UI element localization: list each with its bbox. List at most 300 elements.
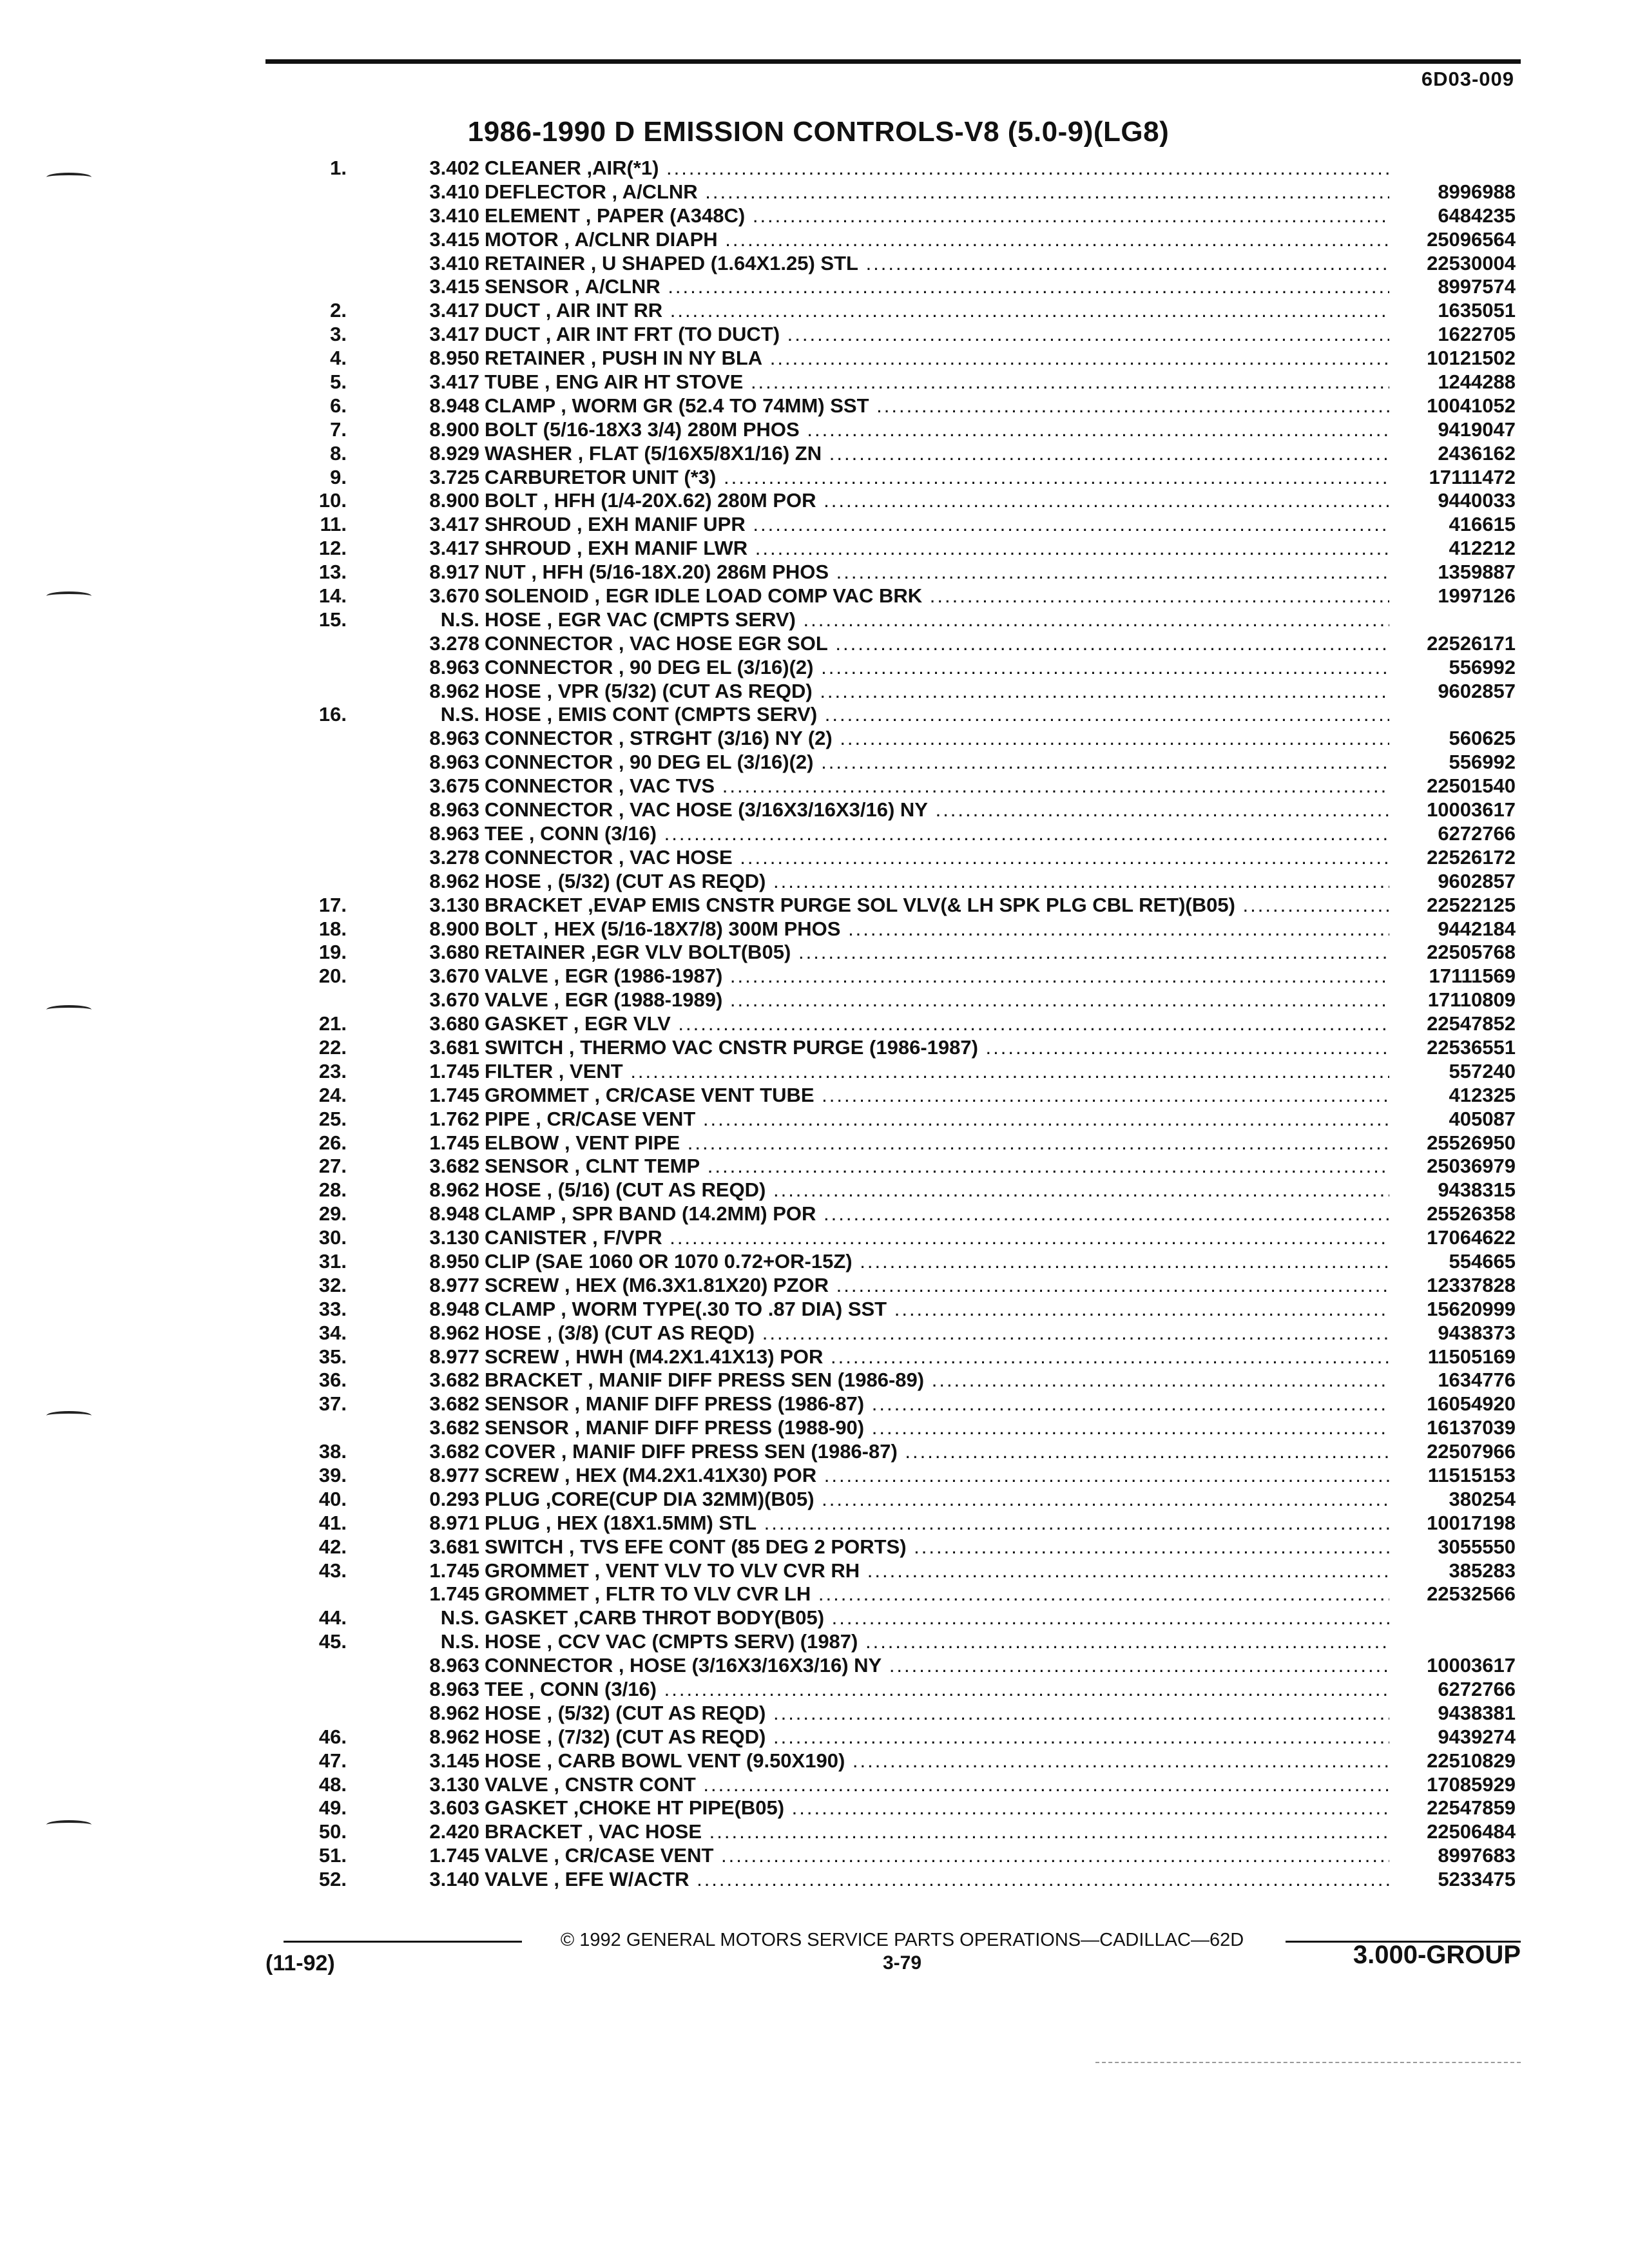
part-description: SWITCH , TVS EFE CONT (85 DEG 2 PORTS) .....: [485, 1535, 1389, 1559]
item-number: 45.: [318, 1630, 347, 1653]
group-number: N.S.: [440, 608, 479, 631]
part-number: 385283: [1449, 1559, 1516, 1582]
part-row: [0, 822, 1629, 846]
part-description: SENSOR , A/CLNR .....: [485, 275, 1389, 299]
part-number: 25526358: [1427, 1202, 1516, 1225]
item-number: 17.: [318, 893, 347, 916]
part-number: 9440033: [1438, 489, 1516, 512]
part-row: [0, 1796, 1629, 1820]
part-row: [0, 1178, 1629, 1202]
part-description: VALVE , CR/CASE VENT .....: [485, 1844, 1389, 1868]
group-number: 8.950: [429, 347, 479, 370]
part-row: [0, 751, 1629, 774]
part-number: 17111569: [1429, 965, 1516, 988]
part-row: [0, 1036, 1629, 1060]
part-row: [0, 1108, 1629, 1131]
item-number: 27.: [318, 1155, 347, 1178]
group-number: N.S.: [440, 1630, 479, 1653]
part-row: [0, 1298, 1629, 1321]
part-number: 11505169: [1427, 1345, 1516, 1368]
part-row: [0, 1559, 1629, 1583]
part-number: 17110809: [1427, 988, 1516, 1012]
part-number: 22522125: [1427, 893, 1516, 916]
part-number: 22526172: [1427, 845, 1516, 869]
part-number: 8997574: [1438, 275, 1516, 298]
part-description: TEE , CONN (3/16) .....: [485, 1678, 1389, 1702]
part-description: TUBE , ENG AIR HT STOVE .....: [485, 370, 1389, 394]
part-description: HOSE , CARB BOWL VENT (9.50X190) .....: [485, 1749, 1389, 1773]
group-number: 3.140: [429, 1868, 479, 1891]
part-number: 412325: [1449, 1083, 1516, 1106]
part-row: [0, 1535, 1629, 1559]
part-number: 22507966: [1427, 1440, 1516, 1463]
item-number: 36.: [318, 1369, 347, 1392]
group-number: 3.417: [429, 299, 479, 322]
item-number: 25.: [318, 1107, 347, 1130]
part-row: [0, 1345, 1629, 1369]
part-row: [0, 1678, 1629, 1702]
part-row: [0, 1512, 1629, 1535]
part-description: HOSE , (5/32) (CUT AS REQD) .....: [485, 1702, 1389, 1725]
part-description: ELEMENT , PAPER (A348C) .....: [485, 204, 1389, 228]
part-number: 380254: [1449, 1487, 1516, 1510]
part-description: CONNECTOR , 90 DEG EL (3/16)(2) .....: [485, 751, 1389, 774]
part-row: [0, 727, 1629, 751]
part-row: [0, 1488, 1629, 1512]
part-description: SCREW , HEX (M4.2X1.41X30) POR .....: [485, 1464, 1389, 1488]
group-number: 8.963: [429, 798, 479, 822]
part-row: [0, 1226, 1629, 1250]
group-number: 3.410: [429, 251, 479, 274]
item-number: 23.: [318, 1059, 347, 1082]
group-number: 3.415: [429, 275, 479, 298]
part-number: 1244288: [1438, 370, 1516, 394]
part-description: HOSE , VPR (5/32) (CUT AS REQD) .....: [485, 680, 1389, 704]
part-description: SOLENOID , EGR IDLE LOAD COMP VAC BRK .....: [485, 584, 1389, 608]
group-number: 8.963: [429, 655, 479, 678]
item-number: 22.: [318, 1035, 347, 1059]
group-number: 3.145: [429, 1749, 479, 1772]
part-number: 3055550: [1438, 1535, 1516, 1558]
part-number: 557240: [1449, 1059, 1516, 1082]
part-number: 6272766: [1438, 1678, 1516, 1700]
part-description: SENSOR , CLNT TEMP .....: [485, 1155, 1389, 1178]
item-number: 40.: [318, 1487, 347, 1510]
item-number: 41.: [318, 1511, 347, 1534]
part-description: HOSE , EMIS CONT (CMPTS SERV) .....: [485, 703, 1389, 727]
part-description: RETAINER , U SHAPED (1.64X1.25) STL .....: [485, 252, 1389, 276]
group-number: 1.745: [429, 1131, 479, 1154]
part-description: BOLT , HEX (5/16-18X7/8) 300M PHOS .....: [485, 918, 1389, 941]
part-row: [0, 275, 1629, 299]
item-number: 48.: [318, 1773, 347, 1796]
item-number: 42.: [318, 1535, 347, 1558]
item-number: 12.: [318, 537, 347, 560]
part-number: 9438373: [1438, 1321, 1516, 1344]
part-description: BOLT , HFH (1/4-20X.62) 280M POR .....: [485, 489, 1389, 513]
part-description: HOSE , EGR VAC (CMPTS SERV) .....: [485, 608, 1389, 632]
group-number: 1.745: [429, 1083, 479, 1106]
item-number: 15.: [318, 608, 347, 631]
item-number: 11.: [320, 513, 347, 536]
group-number: 3.417: [429, 323, 479, 346]
part-row: [0, 774, 1629, 798]
group-number: 8.948: [429, 394, 479, 417]
revision-date: (11-92): [265, 1951, 335, 1975]
group-number: N.S.: [440, 1606, 479, 1629]
part-row: [0, 870, 1629, 894]
group-number: 3.417: [429, 370, 479, 394]
group-number: 3.680: [429, 941, 479, 964]
part-description: VALVE , EGR (1988-1989) .....: [485, 988, 1389, 1012]
part-number: 405087: [1449, 1107, 1516, 1130]
part-number: 1997126: [1438, 584, 1516, 608]
part-row: [0, 965, 1629, 988]
part-number: 2436162: [1438, 441, 1516, 465]
part-number: 22547859: [1427, 1796, 1516, 1820]
item-number: 46.: [318, 1725, 347, 1748]
item-number: 21.: [318, 1012, 347, 1035]
item-number: 3.: [330, 323, 347, 346]
part-description: CLAMP , WORM TYPE(.30 TO .87 DIA) SST .....: [485, 1298, 1389, 1321]
part-number: 9602857: [1438, 679, 1516, 702]
group-number: 3.410: [429, 180, 479, 203]
part-number: 25096564: [1427, 227, 1516, 251]
part-row: [0, 1464, 1629, 1488]
item-number: 33.: [318, 1297, 347, 1320]
group-number: 3.682: [429, 1369, 479, 1392]
part-row: [0, 489, 1629, 513]
part-description: PIPE , CR/CASE VENT .....: [485, 1108, 1389, 1131]
part-number: 22506484: [1427, 1820, 1516, 1843]
part-description: GROMMET , FLTR TO VLV CVR LH .....: [485, 1582, 1389, 1606]
part-row: [0, 299, 1629, 323]
item-number: 44.: [318, 1606, 347, 1629]
item-number: 2.: [330, 299, 347, 322]
part-row: [0, 394, 1629, 418]
part-description: SHROUD , EXH MANIF UPR .....: [485, 513, 1389, 537]
part-description: HOSE , (3/8) (CUT AS REQD) .....: [485, 1321, 1389, 1345]
part-description: HOSE , (7/32) (CUT AS REQD) .....: [485, 1725, 1389, 1749]
item-number: 19.: [318, 941, 347, 964]
group-number: 3.130: [429, 1226, 479, 1249]
group-number: 8.900: [429, 489, 479, 512]
part-description: DEFLECTOR , A/CLNR .....: [485, 180, 1389, 204]
part-number: 8997683: [1438, 1844, 1516, 1867]
part-description: SWITCH , THERMO VAC CNSTR PURGE (1986-1987) .....: [485, 1036, 1389, 1060]
group-number: 3.278: [429, 845, 479, 869]
item-number: 35.: [318, 1345, 347, 1368]
part-row: [0, 608, 1629, 632]
group-number: 8.900: [429, 917, 479, 940]
group-number: 0.293: [429, 1487, 479, 1510]
group-number: 3.670: [429, 965, 479, 988]
group-number: 8.963: [429, 822, 479, 845]
part-description: COVER , MANIF DIFF PRESS SEN (1986-87) .....: [485, 1440, 1389, 1464]
part-row: [0, 1725, 1629, 1749]
group-number: 8.963: [429, 751, 479, 774]
parts-list: [0, 157, 1629, 1892]
page-title: 1986-1990 D EMISSION CONTROLS-V8 (5.0-9)(LG8): [467, 116, 1170, 148]
item-number: 4.: [330, 347, 347, 370]
part-row: [0, 1416, 1629, 1440]
part-row: [0, 894, 1629, 918]
part-number: 22536551: [1427, 1035, 1516, 1059]
group-number: 8.948: [429, 1297, 479, 1320]
part-number: 15620999: [1427, 1297, 1516, 1320]
part-row: [0, 323, 1629, 347]
group-number: 8.950: [429, 1249, 479, 1273]
group-number: 3.278: [429, 631, 479, 655]
group-number: 3.415: [429, 227, 479, 251]
part-description: GASKET , EGR VLV .....: [485, 1012, 1389, 1036]
item-number: 38.: [318, 1440, 347, 1463]
group-number: 8.962: [429, 1725, 479, 1748]
part-description: BRACKET , VAC HOSE .....: [485, 1820, 1389, 1844]
part-description: CARBURETOR UNIT (*3) .....: [485, 466, 1389, 490]
part-row: [0, 180, 1629, 204]
group-number: 8.963: [429, 727, 479, 750]
part-description: HOSE , CCV VAC (CMPTS SERV) (1987) .....: [485, 1630, 1389, 1654]
item-number: 39.: [318, 1463, 347, 1486]
group-number: 3.417: [429, 537, 479, 560]
part-row: [0, 228, 1629, 252]
part-description: CLAMP , WORM GR (52.4 TO 74MM) SST .....: [485, 394, 1389, 418]
part-number: 17111472: [1429, 465, 1516, 488]
part-row: [0, 1820, 1629, 1844]
part-row: [0, 798, 1629, 822]
part-description: GROMMET , CR/CASE VENT TUBE .....: [485, 1084, 1389, 1108]
group-number: 1.745: [429, 1059, 479, 1082]
group-number: 8.962: [429, 1178, 479, 1202]
part-number: 10003617: [1427, 798, 1516, 822]
part-number: 1635051: [1438, 299, 1516, 322]
item-number: 49.: [318, 1796, 347, 1820]
group-number: 1.745: [429, 1582, 479, 1606]
group-number: 3.681: [429, 1535, 479, 1558]
group-number: 3.670: [429, 584, 479, 608]
part-row: [0, 1773, 1629, 1797]
group-number: 8.971: [429, 1511, 479, 1534]
part-description: CANISTER , F/VPR .....: [485, 1226, 1389, 1250]
part-number: 556992: [1449, 751, 1516, 774]
part-description: ELBOW , VENT PIPE .....: [485, 1131, 1389, 1155]
part-row: [0, 204, 1629, 228]
group-number: N.S.: [440, 703, 479, 726]
part-row: [0, 703, 1629, 727]
part-number: 22510829: [1427, 1749, 1516, 1772]
part-row: [0, 1084, 1629, 1108]
part-number: 1622705: [1438, 323, 1516, 346]
top-rule: [265, 59, 1521, 64]
part-number: 16054920: [1427, 1392, 1516, 1416]
part-description: SCREW , HEX (M6.3X1.81X20) PZOR .....: [485, 1274, 1389, 1298]
part-row: [0, 632, 1629, 656]
group-number: 8.917: [429, 561, 479, 584]
item-number: 29.: [318, 1202, 347, 1225]
part-row: [0, 656, 1629, 680]
part-row: [0, 561, 1629, 584]
part-number: 10121502: [1427, 347, 1516, 370]
part-row: [0, 1630, 1629, 1654]
part-number: 9438381: [1438, 1701, 1516, 1724]
item-number: 52.: [318, 1868, 347, 1891]
part-description: MOTOR , A/CLNR DIAPH .....: [485, 228, 1389, 252]
part-number: 10041052: [1427, 394, 1516, 417]
item-number: 24.: [318, 1083, 347, 1106]
part-description: RETAINER ,EGR VLV BOLT(B05) .....: [485, 941, 1389, 965]
part-number: 10003617: [1427, 1654, 1516, 1677]
item-number: 28.: [318, 1178, 347, 1202]
part-row: [0, 1250, 1629, 1274]
part-description: DUCT , AIR INT FRT (TO DUCT) .....: [485, 323, 1389, 347]
item-number: 43.: [318, 1559, 347, 1582]
group-number: 8.962: [429, 1701, 479, 1724]
part-row: [0, 1155, 1629, 1178]
part-row: [0, 680, 1629, 704]
part-row: [0, 1868, 1629, 1892]
part-number: 560625: [1449, 727, 1516, 750]
group-number: 8.977: [429, 1273, 479, 1296]
group-number: 8.962: [429, 869, 479, 892]
part-description: GASKET ,CARB THROT BODY(B05) .....: [485, 1606, 1389, 1630]
part-number: 6484235: [1438, 204, 1516, 227]
group-number: 3.130: [429, 893, 479, 916]
group-number: 3.410: [429, 204, 479, 227]
item-number: 14.: [318, 584, 347, 608]
part-row: [0, 1060, 1629, 1084]
part-number: 22526171: [1427, 631, 1516, 655]
part-row: [0, 941, 1629, 965]
part-number: 416615: [1449, 513, 1516, 536]
group-number: 3.682: [429, 1155, 479, 1178]
item-number: 8.: [330, 441, 347, 465]
part-description: RETAINER , PUSH IN NY BLA .....: [485, 347, 1389, 370]
part-number: 9442184: [1438, 917, 1516, 940]
group-label: 3.000-GROUP: [1353, 1941, 1521, 1969]
group-number: 8.929: [429, 441, 479, 465]
group-number: 3.682: [429, 1392, 479, 1416]
group-number: 3.417: [429, 513, 479, 536]
part-description: HOSE , (5/16) (CUT AS REQD) .....: [485, 1178, 1389, 1202]
group-number: 3.402: [429, 157, 479, 179]
part-row: [0, 347, 1629, 370]
part-row: [0, 846, 1629, 870]
item-number: 5.: [330, 370, 347, 394]
part-number: 9439274: [1438, 1725, 1516, 1748]
part-number: 17085929: [1427, 1773, 1516, 1796]
part-description: CLEANER ,AIR(*1) .....: [485, 157, 1389, 180]
group-number: 3.603: [429, 1796, 479, 1820]
item-number: 32.: [318, 1273, 347, 1296]
part-row: [0, 1131, 1629, 1155]
footer-rule-left: [284, 1941, 522, 1943]
part-number: 25036979: [1427, 1155, 1516, 1178]
item-number: 13.: [318, 561, 347, 584]
part-number: 6272766: [1438, 822, 1516, 845]
group-number: 8.963: [429, 1654, 479, 1677]
part-row: [0, 1702, 1629, 1725]
group-number: 3.682: [429, 1416, 479, 1439]
part-row: [0, 442, 1629, 466]
part-number: 412212: [1449, 537, 1516, 560]
group-number: 1.762: [429, 1107, 479, 1130]
group-number: 3.725: [429, 465, 479, 488]
item-number: 1.: [330, 157, 347, 179]
group-number: 1.745: [429, 1559, 479, 1582]
part-number: 9438315: [1438, 1178, 1516, 1202]
item-number: 20.: [318, 965, 347, 988]
item-number: 37.: [318, 1392, 347, 1416]
part-row: [0, 1202, 1629, 1226]
group-number: 8.962: [429, 1321, 479, 1344]
part-number: 16137039: [1427, 1416, 1516, 1439]
group-number: 3.681: [429, 1035, 479, 1059]
part-row: [0, 1440, 1629, 1464]
part-description: SHROUD , EXH MANIF LWR .....: [485, 537, 1389, 561]
group-number: 8.963: [429, 1678, 479, 1700]
part-row: [0, 418, 1629, 442]
part-description: CONNECTOR , VAC HOSE (3/16X3/16X3/16) NY .....: [485, 798, 1389, 822]
part-description: CONNECTOR , VAC HOSE .....: [485, 846, 1389, 870]
part-description: FILTER , VENT .....: [485, 1060, 1389, 1084]
part-row: [0, 1321, 1629, 1345]
part-description: GROMMET , VENT VLV TO VLV CVR RH .....: [485, 1559, 1389, 1583]
group-number: 8.962: [429, 679, 479, 702]
group-number: 3.675: [429, 774, 479, 798]
part-row: [0, 1274, 1629, 1298]
item-number: 16.: [318, 703, 347, 726]
item-number: 7.: [330, 418, 347, 441]
part-row: [0, 157, 1629, 180]
part-number: 9602857: [1438, 869, 1516, 892]
part-number: 22532566: [1427, 1582, 1516, 1606]
part-description: TEE , CONN (3/16) .....: [485, 822, 1389, 846]
item-number: 30.: [318, 1226, 347, 1249]
page-number: 3-79: [882, 1952, 922, 1974]
item-number: 26.: [318, 1131, 347, 1154]
item-number: 18.: [318, 917, 347, 940]
item-number: 9.: [330, 465, 347, 488]
item-number: 51.: [318, 1844, 347, 1867]
part-row: [0, 584, 1629, 608]
part-description: VALVE , EGR (1986-1987) .....: [485, 965, 1389, 988]
part-description: BRACKET , MANIF DIFF PRESS SEN (1986-89) .....: [485, 1369, 1389, 1392]
part-row: [0, 252, 1629, 276]
item-number: 50.: [318, 1820, 347, 1843]
part-number: 9419047: [1438, 418, 1516, 441]
part-description: CONNECTOR , 90 DEG EL (3/16)(2) .....: [485, 656, 1389, 680]
part-row: [0, 513, 1629, 537]
part-row: [0, 466, 1629, 490]
group-number: 3.130: [429, 1773, 479, 1796]
part-number: 1359887: [1438, 561, 1516, 584]
part-description: VALVE , EFE W/ACTR .....: [485, 1868, 1389, 1892]
part-row: [0, 1749, 1629, 1773]
part-description: CONNECTOR , VAC HOSE EGR SOL .....: [485, 632, 1389, 656]
part-number: 5233475: [1438, 1868, 1516, 1891]
part-number: 1634776: [1438, 1369, 1516, 1392]
group-number: 1.745: [429, 1844, 479, 1867]
part-number: 25526950: [1427, 1131, 1516, 1154]
part-description: SENSOR , MANIF DIFF PRESS (1986-87) .....: [485, 1392, 1389, 1416]
scan-artifact-rule: [1095, 2062, 1521, 2063]
group-number: 8.900: [429, 418, 479, 441]
part-row: [0, 918, 1629, 941]
part-row: [0, 1844, 1629, 1868]
part-description: CONNECTOR , HOSE (3/16X3/16X3/16) NY .....: [485, 1654, 1389, 1678]
group-number: 3.682: [429, 1440, 479, 1463]
